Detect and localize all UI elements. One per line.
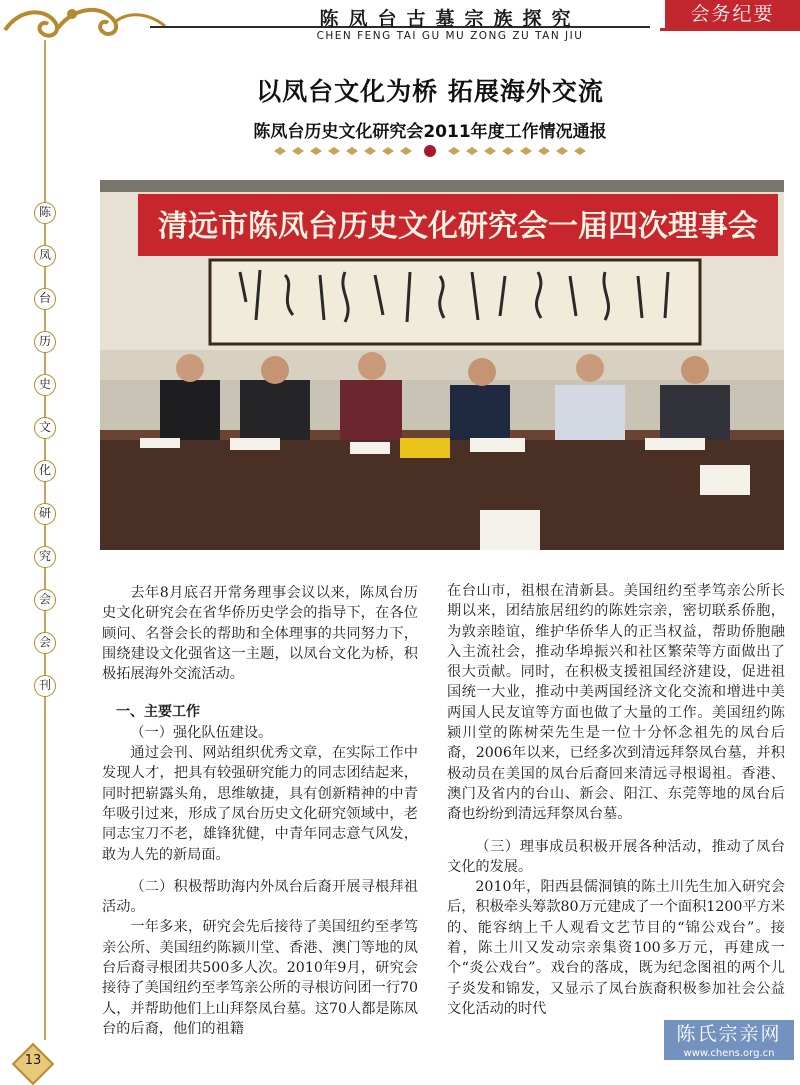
vertical-title-char: 史: [34, 374, 56, 396]
calligraphy-scroll: [210, 260, 700, 344]
article-subtitle: 陈凤台历史文化研究会2011年度工作情况通报: [253, 122, 607, 142]
vertical-title-char: 化: [34, 460, 56, 482]
watermark-url: www.chens.org.cn: [683, 1048, 775, 1059]
vertical-title-char: 陈: [34, 202, 56, 224]
vertical-title-char: 台: [34, 288, 56, 310]
meeting-photo: [100, 180, 784, 550]
header-title: 陈凤台古墓宗族探究: [319, 8, 581, 30]
vertical-title-char: 文: [34, 417, 56, 439]
header-title-pinyin: CHEN FENG TAI GU MU ZONG ZU TAN JIU: [316, 30, 584, 42]
banner-text: 清远市陈凤台历史文化研究会一届四次理事会: [158, 209, 758, 244]
vertical-journal-title: [30, 202, 60, 718]
watermark-logo: 陈氏宗亲网: [664, 1020, 794, 1060]
page-number: 13: [24, 1053, 42, 1068]
section-tab: 会务纪要: [665, 0, 800, 28]
vertical-title-char: 研: [34, 503, 56, 525]
vertical-title-char: 历: [34, 331, 56, 353]
article-title: 以凤台文化为桥 拓展海外交流: [256, 77, 604, 106]
vertical-title-char: 究: [34, 546, 56, 568]
paragraph-team-building: 通过会刊、网站组织优秀文章，在实际工作中发现人才，把具有较强研究能力的同志团结起来，同时把崭露头角，思维敏捷，具有创新精神的中青年吸引过来，形成了凤台历史文化研究领域中，老同志宝刀不老，雄锋犹健，中青年同志意气风发，敢为人先的新局面。: [102, 745, 418, 863]
title-divider-ornament: [270, 144, 590, 158]
vertical-title-char: 凤: [34, 245, 56, 267]
subheading-root-seeking: （二）积极帮助海内外凤台后裔开展寻根拜祖活动。: [102, 878, 418, 916]
paragraph-continued: 在台山市，祖根在清新县。美国纽约至孝笃亲公所长期以来，团结旅居纽约的陈姓宗亲，密切联系侨胞，为敦亲睦谊，维护华侨华人的正当权益，帮助侨胞融入主流社会，推动华埠振兴和社区繁荣等方面做出了很大贡献。同时，在积极支援祖国经济建设，促进祖国统一大业，推动中美两国经济文化交流和增进中美两国人民友谊等方面也做了大量的工作。美国纽约陈颍川堂的陈树荣先生是一位十分怀念祖先的凤台后裔，2006年以来，已经多次到清远拜祭凤台墓，并积极动员在美国的凤台后裔回来清远寻根谒祖。香港、澳门及省内的台山、新会、阳江、东莞等地的凤台后裔也纷纷到清远拜祭凤台墓。: [447, 583, 785, 823]
body-column-left: [102, 583, 418, 1039]
section-heading-main-work: 一、主要工作: [116, 704, 200, 721]
subheading-team-building: （一）强化队伍建设。: [130, 724, 273, 741]
section-tab-underline: [660, 28, 800, 31]
header-swirl-ornament: [0, 0, 175, 50]
body-column-right: [447, 581, 785, 1019]
vertical-title-char: 刊: [34, 675, 56, 697]
vertical-title-char: 会: [34, 589, 56, 611]
subheading-member-activities: （三）理事成员积极开展各种活动，推动了凤台文化的发展。: [447, 838, 785, 875]
vertical-title-char: 会: [34, 632, 56, 654]
paragraph-root-seeking: 一年多来，研究会先后接待了美国纽约至孝笃亲公所、美国纽约陈颍川堂、香港、澳门等地的凤台后裔寻根团共500多人次。2010年9月，研究会接待了美国纽约至孝笃亲公所的寻根访问团一行70人，并帮助他们上山拜祭凤台墓。这70人都是陈凤台的后裔，他们的祖籍: [102, 919, 418, 1037]
intro-paragraph: 去年8月底召开常务理事会议以来，陈凤台历史文化研究会在省华侨历史学会的指导下，在各位顾问、名誉会长的帮助和全体理事的共同努力下，围绕建设文化强省这一主题，以凤台文化为桥，积极拓展海外交流活动。: [102, 585, 418, 683]
paragraph-member-activities: 2010年，阳西县儒洞镇的陈土川先生加入研究会后，积极牵头筹款80万元建成了一个面积1200平方米的、能容纳上千人观看文艺节目的“锦公戏台”。接着，陈土川又发动宗亲集资100多万元，再建成一个“炎公戏台”。戏台的落成，既为纪念图祖的两个儿子炎发和锦发，又显示了凤台族裔积极参加社会公益文化活动的时代: [447, 879, 785, 1017]
